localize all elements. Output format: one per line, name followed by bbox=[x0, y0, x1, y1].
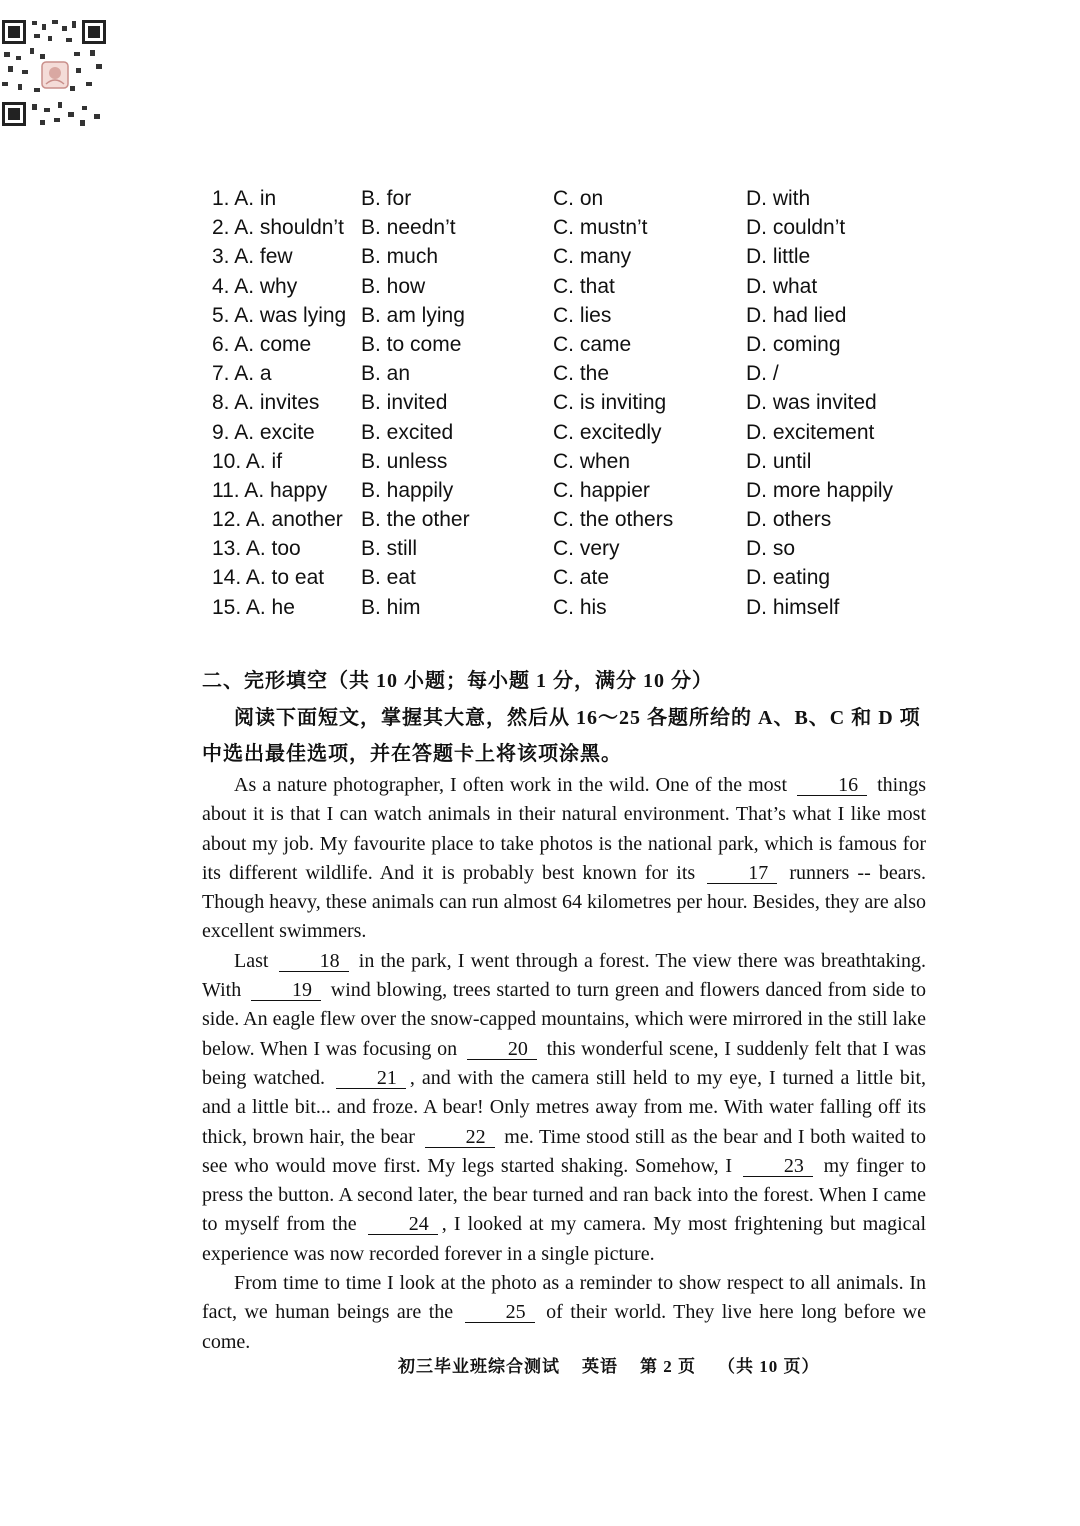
choice-row bbox=[212, 272, 906, 301]
cloze-passage bbox=[202, 771, 926, 1357]
option-b: B. an bbox=[361, 362, 411, 386]
option-d: D. more happily bbox=[746, 478, 894, 502]
option-a: 5. A. was lying bbox=[212, 303, 347, 327]
choice-row bbox=[212, 330, 906, 359]
blank-23: 23 bbox=[743, 1156, 813, 1177]
option-d: D. himself bbox=[746, 595, 840, 619]
choice-row bbox=[212, 213, 906, 242]
option-a: 12. A. another bbox=[212, 508, 343, 532]
option-c: C. very bbox=[553, 537, 620, 561]
option-c: C. his bbox=[553, 595, 607, 619]
blank-24: 24 bbox=[368, 1214, 438, 1235]
option-d: D. eating bbox=[746, 566, 831, 590]
blank-16: 16 bbox=[797, 775, 867, 796]
blank-19: 19 bbox=[251, 980, 321, 1001]
option-b: B. the other bbox=[361, 508, 470, 532]
option-d: D. excitement bbox=[746, 420, 875, 444]
passage-text: wind blowing, trees started to turn green and flowers danced from side to side. An eagle flew over the snow-capped mountains, which were mirrored in the still lake below. When I was focusing on bbox=[202, 979, 927, 1060]
choice-row bbox=[212, 388, 906, 417]
blank-25: 25 bbox=[465, 1302, 535, 1323]
option-d: D. so bbox=[746, 537, 796, 561]
passage-text: As a nature photographer, I often work in the wild. One of the most bbox=[234, 774, 788, 796]
option-d: D. coming bbox=[746, 332, 841, 356]
option-b: B. happily bbox=[361, 478, 454, 502]
option-d: D. until bbox=[746, 449, 812, 473]
passage-paragraph bbox=[202, 1269, 926, 1357]
option-b: B. eat bbox=[361, 566, 416, 590]
option-b: B. him bbox=[361, 595, 421, 619]
page-footer bbox=[398, 1352, 842, 1377]
option-c: C. many bbox=[553, 245, 632, 269]
passage-text: things about it is that I can watch animals in their natural environment. That’s what I like most about my job. My favourite place to take photos is the national park, which is famous for its different wildlife. And it is probably best known for its bbox=[202, 774, 926, 884]
option-b: B. for bbox=[361, 187, 412, 210]
option-d: D. / bbox=[746, 362, 779, 386]
option-b: B. much bbox=[361, 245, 439, 269]
passage-text: me. Time stood still as the bear and I both waited to see who would move first. My legs started shaking. Somehow, I bbox=[202, 1125, 927, 1177]
passage-text: of their world. They live here long before we come. bbox=[202, 1301, 927, 1353]
option-c: C. on bbox=[553, 187, 604, 210]
option-d: D. with bbox=[746, 187, 811, 210]
blank-20: 20 bbox=[467, 1039, 537, 1060]
option-a: 9. A. excite bbox=[212, 420, 315, 444]
option-d: D. had lied bbox=[746, 303, 847, 327]
blank-18: 18 bbox=[279, 951, 349, 972]
passage-text: runners -- bears. Though heavy, these animals can run almost 64 kilometres per hour. Besides, they are also excellent swimmers. bbox=[202, 861, 927, 943]
option-b: B. am lying bbox=[361, 303, 465, 327]
option-c: C. that bbox=[553, 274, 615, 298]
option-c: C. the bbox=[553, 362, 610, 386]
option-a: 8. A. invites bbox=[212, 391, 320, 415]
option-a: 1. A. in bbox=[212, 187, 277, 210]
choice-row bbox=[212, 447, 906, 476]
option-a: 2. A. shouldn’t bbox=[212, 216, 344, 240]
blank-17: 17 bbox=[707, 863, 777, 884]
option-a: 3. A. few bbox=[212, 245, 293, 269]
option-a: 7. A. a bbox=[212, 362, 272, 386]
option-b: B. unless bbox=[361, 449, 448, 473]
option-a: 14. A. to eat bbox=[212, 566, 325, 590]
choice-row bbox=[212, 359, 906, 388]
choice-row bbox=[212, 301, 906, 330]
blank-22: 22 bbox=[425, 1127, 495, 1148]
blank-21: 21 bbox=[336, 1068, 406, 1089]
choice-row bbox=[212, 184, 906, 213]
choices-table bbox=[212, 184, 906, 622]
passage-text: From time to time I look at the photo as a reminder to show respect to all animals. In fact, we human beings are the bbox=[202, 1272, 926, 1324]
option-a: 13. A. too bbox=[212, 537, 301, 561]
option-b: B. invited bbox=[361, 391, 448, 415]
footer-page: 第 2 页 bbox=[640, 1357, 696, 1376]
option-d: D. what bbox=[746, 274, 818, 298]
footer-title: 初三毕业班综合测试 bbox=[398, 1357, 560, 1376]
section-instruction: 阅读下面短文，掌握其大意，然后从 16～25 各题所给的 A、B、C 和 D 项中选出最佳选项，并在答题卡上将该项涂黑。 bbox=[202, 707, 921, 765]
option-b: B. excited bbox=[361, 420, 454, 444]
passage-text: Last bbox=[234, 949, 269, 972]
passage-paragraph bbox=[202, 947, 926, 1269]
option-c: C. mustn’t bbox=[553, 216, 648, 240]
option-a: 4. A. why bbox=[212, 274, 298, 298]
choice-row bbox=[212, 593, 906, 622]
footer-subject: 英语 bbox=[582, 1357, 618, 1376]
option-d: D. others bbox=[746, 508, 832, 532]
option-b: B. needn’t bbox=[361, 216, 456, 240]
choice-row bbox=[212, 418, 906, 447]
option-c: C. excitedly bbox=[553, 420, 662, 444]
option-c: C. the others bbox=[553, 508, 674, 532]
passage-text: , I looked at my camera. My most frightening but magical experience was now recorded forever in a single picture. bbox=[202, 1213, 926, 1265]
option-a: 6. A. come bbox=[212, 332, 312, 356]
option-c: C. came bbox=[553, 332, 632, 356]
option-b: B. how bbox=[361, 274, 426, 298]
option-c: C. is inviting bbox=[553, 391, 667, 415]
option-c: C. ate bbox=[553, 566, 610, 590]
option-d: D. was invited bbox=[746, 391, 877, 415]
option-b: B. to come bbox=[361, 332, 462, 356]
choice-row bbox=[212, 534, 906, 563]
option-d: D. little bbox=[746, 245, 811, 269]
choice-row bbox=[212, 242, 906, 271]
choice-row bbox=[212, 476, 906, 505]
section-heading: 二、完形填空（共 10 小题；每小题 1 分，满分 10 分） bbox=[202, 670, 713, 692]
choice-row bbox=[212, 563, 906, 592]
option-a: 10. A. if bbox=[212, 449, 283, 473]
option-c: C. lies bbox=[553, 303, 612, 327]
option-c: C. when bbox=[553, 449, 631, 473]
option-b: B. still bbox=[361, 537, 418, 561]
option-d: D. couldn’t bbox=[746, 216, 846, 240]
qr-code-icon bbox=[0, 18, 110, 130]
passage-paragraph bbox=[202, 771, 926, 947]
choice-row bbox=[212, 505, 906, 534]
passage-text: in the park, I went through a forest. The view there was breathtaking. With bbox=[202, 949, 927, 1002]
option-a: 11. A. happy bbox=[212, 478, 328, 502]
passage-text: this wonderful scene, I suddenly felt that I was being watched. bbox=[202, 1037, 927, 1089]
footer-total: （共 10 页） bbox=[718, 1357, 820, 1376]
option-c: C. happier bbox=[553, 478, 650, 502]
passage-text: , and with the camera still held to my eye, I turned a little bit, and a little bit... and froze. A bear! Only metres away from me. With water falling off its thick, brown hair, the bear bbox=[202, 1066, 926, 1148]
passage-text: my finger to press the button. A second later, the bear turned and ran back into the forest. When I came to myself from the bbox=[202, 1154, 927, 1236]
option-a: 15. A. he bbox=[212, 595, 295, 619]
